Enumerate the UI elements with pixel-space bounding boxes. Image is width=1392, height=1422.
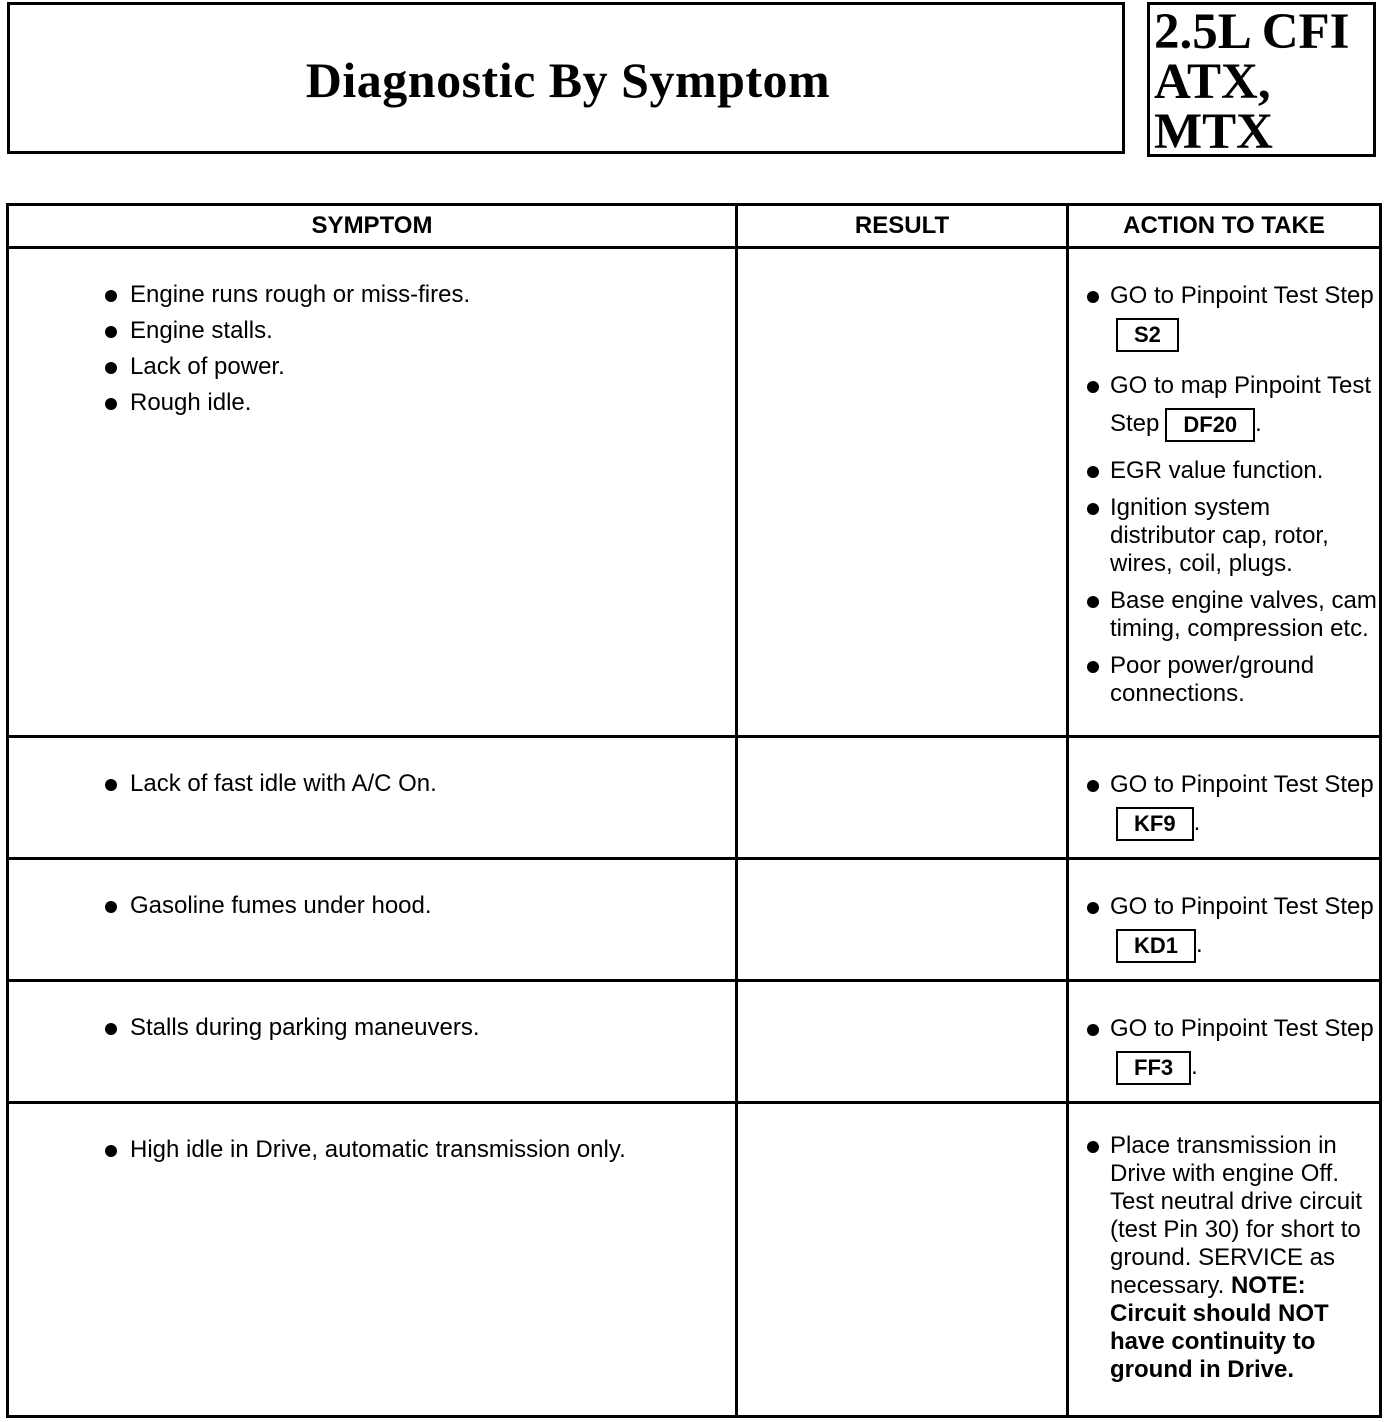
action-item: [1083, 367, 1379, 443]
symptom-cell: [8, 248, 737, 737]
action-cell: [1068, 859, 1381, 981]
column-header-result: RESULT: [737, 205, 1068, 248]
symptom-item: Engine runs rough or miss-fires.: [101, 277, 735, 313]
action-text: GO to map Pinpoint Test Step: [1110, 372, 1372, 437]
spec-line: 2.5L CFI: [1154, 4, 1350, 60]
action-suffix: .: [1191, 1053, 1198, 1080]
symptom-cell: [8, 737, 737, 859]
symptom-cell: [8, 981, 737, 1103]
action-cell: [1068, 981, 1381, 1103]
action-item: [1083, 888, 1379, 964]
action-text: GO to Pinpoint Test Step: [1110, 1015, 1374, 1042]
symptom-item: Stalls during parking maneuvers.: [101, 1010, 735, 1046]
step-reference: FF3: [1116, 1051, 1191, 1085]
spec-line: ATX,: [1154, 54, 1271, 110]
action-suffix: .: [1255, 410, 1262, 437]
symptom-cell: [8, 859, 737, 981]
action-text: GO to Pinpoint Test Step: [1110, 771, 1374, 798]
step-reference: S2: [1116, 318, 1179, 352]
diagnostic-table: [6, 203, 1382, 1418]
action-item: Base engine valves, cam timing, compression etc.: [1083, 587, 1379, 643]
table-row: [8, 1103, 1381, 1417]
spec-line: MTX: [1154, 104, 1273, 160]
column-header-action: ACTION TO TAKE: [1068, 205, 1381, 248]
action-item: [1083, 766, 1379, 842]
symptom-cell: [8, 1103, 737, 1417]
result-cell: [737, 737, 1068, 859]
symptom-item: Lack of fast idle with A/C On.: [101, 766, 735, 802]
action-item: [1083, 1132, 1379, 1384]
action-item: [1083, 1010, 1379, 1086]
symptom-item: Rough idle.: [101, 385, 735, 421]
result-cell: [737, 248, 1068, 737]
symptom-item: High idle in Drive, automatic transmission only.: [101, 1132, 735, 1168]
symptom-item: Gasoline fumes under hood.: [101, 888, 735, 924]
result-cell: [737, 859, 1068, 981]
action-item: EGR value function.: [1083, 457, 1379, 485]
table-row: [8, 248, 1381, 737]
action-item: Ignition system distributor cap, rotor, wires, coil, plugs.: [1083, 494, 1379, 578]
action-cell: [1068, 248, 1381, 737]
page-title: Diagnostic By Symptom: [305, 52, 831, 108]
action-text: GO to Pinpoint Test Step: [1110, 282, 1374, 309]
action-item: [1083, 277, 1379, 353]
title-box: [7, 2, 1125, 154]
note-text: NOTE: Circuit should NOT have continuity to ground in Drive.: [1110, 1272, 1329, 1383]
action-cell: [1068, 737, 1381, 859]
action-item: Poor power/ground connections.: [1083, 652, 1379, 708]
table-row: [8, 981, 1381, 1103]
result-cell: [737, 1103, 1068, 1417]
action-suffix: .: [1196, 931, 1203, 958]
step-reference: DF20: [1165, 408, 1255, 442]
symptom-item: Lack of power.: [101, 349, 735, 385]
header-row: [8, 205, 1381, 248]
result-cell: [737, 981, 1068, 1103]
step-reference: KD1: [1116, 929, 1196, 963]
table-row: [8, 859, 1381, 981]
action-text: Place transmission in Drive with engine Off. Test neutral drive circuit (test Pin 30) for short to ground. SERVICE as necessary.: [1110, 1132, 1363, 1299]
action-cell: [1068, 1103, 1381, 1417]
symptom-item: Engine stalls.: [101, 313, 735, 349]
engine-spec-box: [1147, 2, 1376, 160]
step-reference: KF9: [1116, 807, 1194, 841]
action-suffix: .: [1193, 809, 1201, 836]
action-text: GO to Pinpoint Test Step: [1110, 893, 1374, 920]
column-header-symptom: SYMPTOM: [8, 205, 737, 248]
table-row: [8, 737, 1381, 859]
